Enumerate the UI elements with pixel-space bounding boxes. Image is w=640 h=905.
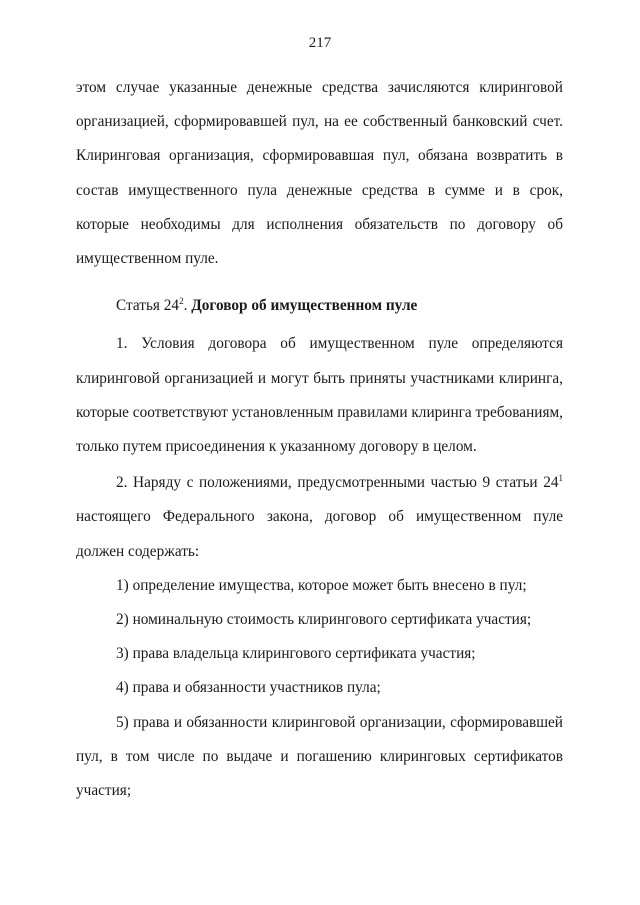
document-body xyxy=(76,71,563,808)
clause-2-text-after: настоящего Федерального закона, договор об имущественном пуле должен содержать: xyxy=(76,508,563,560)
article-separator: . xyxy=(183,297,192,315)
list-item: 2) номинальную стоимость клирингового сертификата участия; xyxy=(116,611,532,629)
continuation-paragraph: этом случае указанные денежные средства зачисляются клиринговой организацией, сформировавшей пул, на ее собственный банковский счет. Клиринговая организация, сформировавшая пул, обязана возвратить в состав имущественного пула денежные средства в сумме и в срок, которые необходимы для исполнения обязательств по договору об имущественном пуле. xyxy=(76,79,563,268)
article-heading xyxy=(76,289,563,323)
clause-2-superscript: 1 xyxy=(558,473,563,484)
clause-2 xyxy=(76,466,563,569)
list-item: 1) определение имущества, которое может быть внесено в пул; xyxy=(116,576,527,594)
list-item: 3) права владельца клирингового сертификата участия; xyxy=(116,645,476,663)
article-prefix: Статья 24 xyxy=(116,297,180,315)
page-number: 217 xyxy=(308,35,332,51)
list-item: 5) права и обязанности клиринговой организации, сформировавшей пул, в том числе по выдаче и погашению клиринговых сертификатов участия; xyxy=(76,713,563,800)
article-superscript: 2 xyxy=(179,296,184,307)
list-item: 4) права и обязанности участников пула; xyxy=(116,679,381,697)
clause-1: 1. Условия договора об имущественном пуле определяются клиринговой организацией и могут быть приняты участниками клиринга, которые соответствуют установленным правилами клиринга требованиям, только путем присоединения к указанному договору в целом. xyxy=(76,335,563,456)
article-title: Договор об имущественном пуле xyxy=(191,297,418,315)
clause-2-text-before: 2. Наряду с положениями, предусмотренными частью 9 статьи 24 xyxy=(116,474,559,492)
